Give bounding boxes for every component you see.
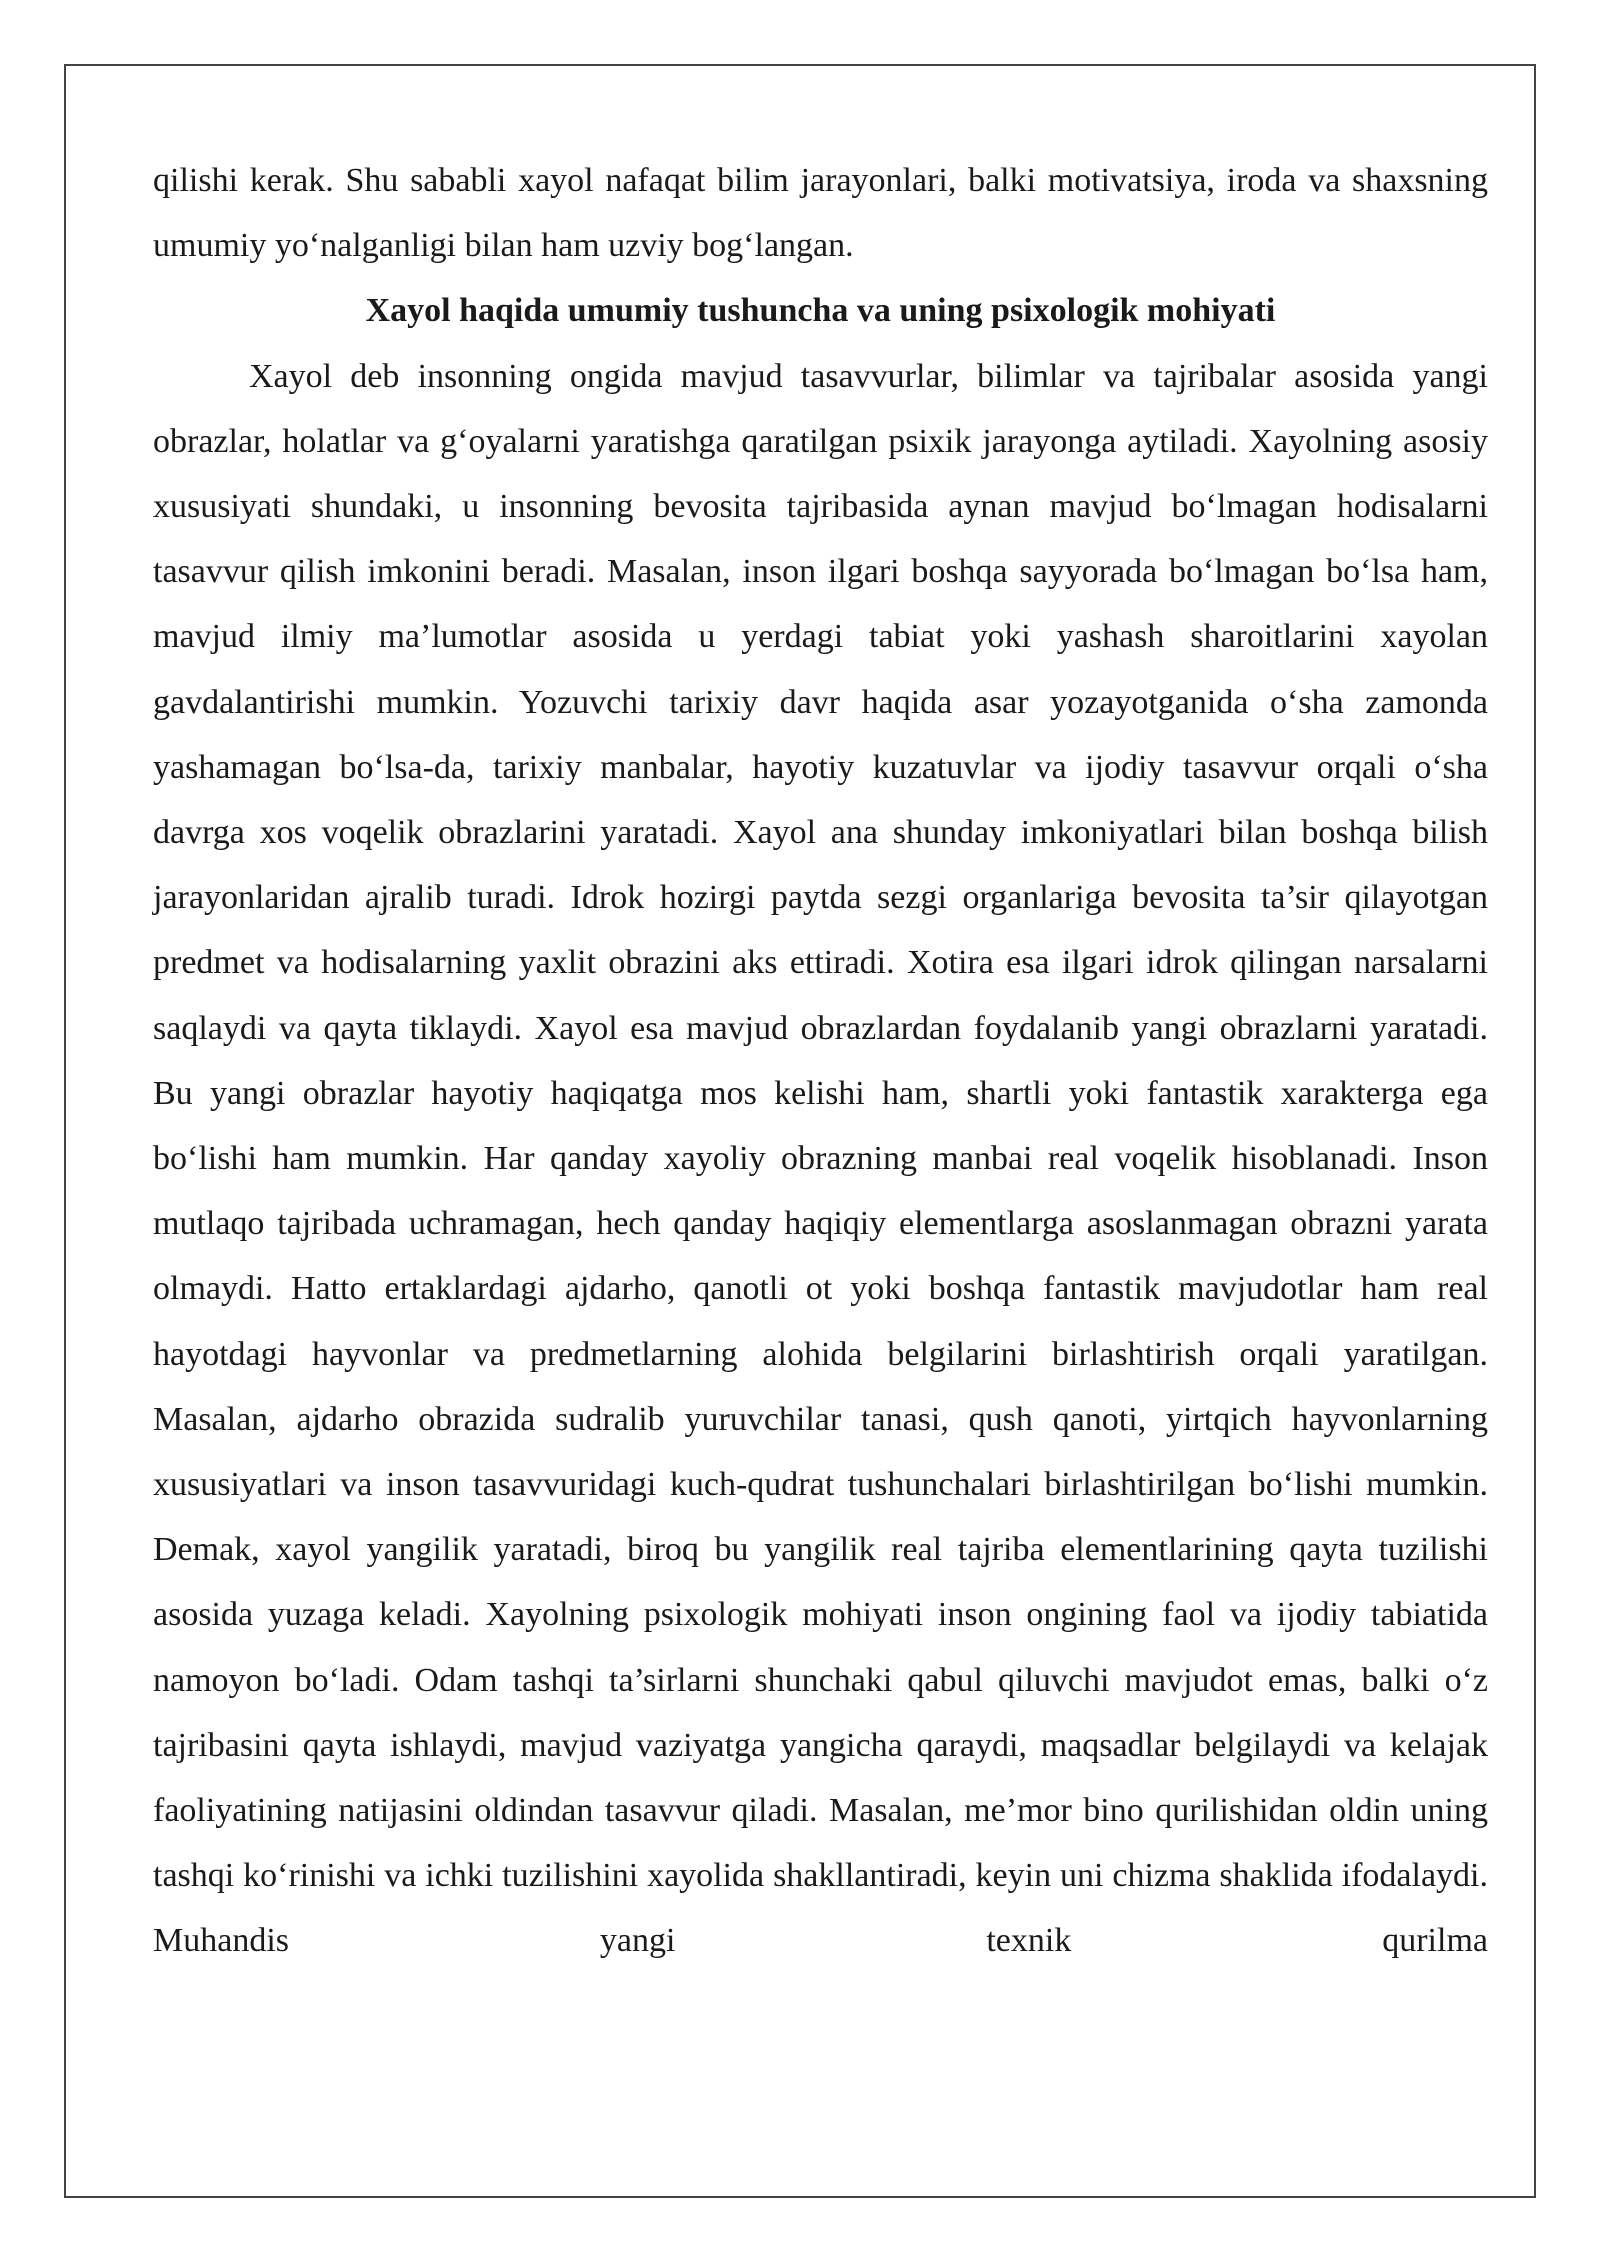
document-body (153, 148, 1488, 1974)
body-paragraph: Xayol deb insonning ongida mavjud tasavvurlar, bilimlar va tajribalar asosida yangi obrazlar, holatlar va g‘oyalarni yaratishga qaratilgan psixik jarayonga aytiladi. Xayolning asosiy xususiyati shundaki, u insonning bevosita tajribasida aynan mavjud bo‘lmagan hodisalarni tasavvur qilish imkonini beradi. Masalan, inson ilgari boshqa sayyorada bo‘lmagan bo‘lsa ham, mavjud ilmiy ma’lumotlar asosida u yerdagi tabiat yoki yashash sharoitlarini xayolan gavdalantirishi mumkin. Yozuvchi tarixiy davr haqida asar yozayotganida o‘sha zamonda yashamagan bo‘lsa-da, tarixiy manbalar, hayotiy kuzatuvlar va ijodiy tasavvur orqali o‘sha davrga xos voqelik obrazlarini yaratadi. Xayol ana shunday imkoniyatlari bilan boshqa bilish jarayonlaridan ajralib turadi. Idrok hozirgi paytda sezgi organlariga bevosita ta’sir qilayotgan predmet va hodisalarning yaxlit obrazini aks ettiradi. Xotira esa ilgari idrok qilingan narsalarni saqlaydi va qayta tiklaydi. Xayol esa mavjud obrazlardan foydalanib yangi obrazlarni yaratadi. Bu yangi obrazlar hayotiy haqiqatga mos kelishi ham, shartli yoki fantastik xarakterga ega bo‘lishi ham mumkin. Har qanday xayoliy obrazning manbai real voqelik hisoblanadi. Inson mutlaqo tajribada uchramagan, hech qanday haqiqiy elementlarga asoslanmagan obrazni yarata olmaydi. Hatto ertaklardagi ajdarho, qanotli ot yoki boshqa fantastik mavjudotlar ham real hayotdagi hayvonlar va predmetlarning alohida belgilarini birlashtirish orqali yaratilgan. Masalan, ajdarho obrazida sudralib yuruvchilar tanasi, qush qanoti, yirtqich hayvonlarning xususiyatlari va inson tasavvuridagi kuch-qudrat tushunchalari birlashtirilgan bo‘lishi mumkin. Demak, xayol yangilik yaratadi, biroq bu yangilik real tajriba elementlarining qayta tuzilishi asosida yuzaga keladi. Xayolning psixologik mohiyati inson ongining faol va ijodiy tabiatida namoyon bo‘ladi. Odam tashqi ta’sirlarni shunchaki qabul qiluvchi mavjudot emas, balki o‘z tajribasini qayta ishlaydi, mavjud vaziyatga yangicha qaraydi, maqsadlar belgilaydi va kelajak faoliyatining natijasini oldindan tasavvur qiladi. Masalan, me’mor bino qurilishidan oldin uning tashqi ko‘rinishi va ichki tuzilishini xayolida shakllantiradi, keyin uni chizma shaklida ifodalaydi. Muhandis yangi texnik qurilma (153, 357, 1488, 1960)
section-heading: Xayol haqida umumiy tushuncha va uning psixologik mohiyati (365, 292, 1276, 330)
lead-paragraph: qilishi kerak. Shu sababli xayol nafaqat bilim jarayonlari, balki motivatsiya, iroda va shaxsning umumiy yo‘nalganligi bilan ham uzviy bog‘langan. (153, 162, 1488, 265)
